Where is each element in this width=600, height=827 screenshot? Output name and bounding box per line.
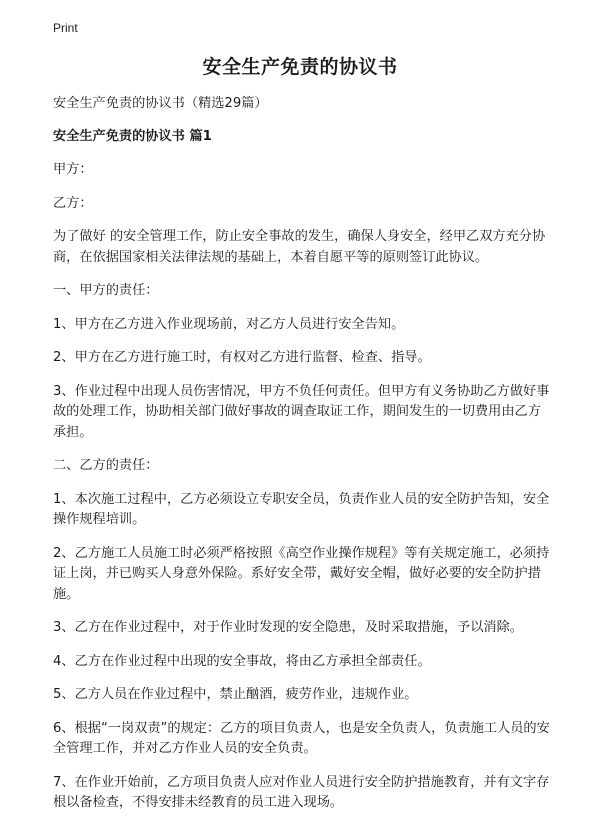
party-a-clause-3: 3、作业过程中出现人员伤害情况，甲方不负任何责任。但甲方有义务协助乙方做好事故的处理工作，协助相关部门做好事故的调查取证工作，期间发生的一切费用由乙方承担。 [53, 383, 550, 440]
party-b-clause-4: 4、乙方在作业过程中出现的安全事故，将由乙方承担全部责任。 [53, 653, 431, 669]
party-b-duties-heading: 二、乙方的责任： [53, 458, 159, 473]
party-a-line: 甲方： [53, 162, 93, 177]
party-b-line: 乙方： [53, 195, 93, 211]
party-b-clause-1: 1、本次施工过程中，乙方必须设立专职安全员，负责作业人员的安全防护告知，安全操作规程培训。 [53, 491, 550, 527]
print-link[interactable]: Print [53, 21, 78, 35]
party-b-clause-5: 5、乙方人员在作业过程中，禁止酗酒，疲劳作业，违规作业。 [53, 687, 418, 702]
document-subtitle: 安全生产免责的协议书（精选29篇） [53, 96, 268, 111]
party-a-clause-2: 2、甲方在乙方进行施工时，有权对乙方进行监督、检查、指导。 [53, 350, 431, 365]
party-b-clause-6: 6、根据“一岗双责”的规定：乙方的项目负责人，也是安全负责人，负责施工人员的安全管理工作，并对乙方作业人员的安全负责。 [53, 720, 550, 756]
party-a-clause-1: 1、甲方在乙方进入作业现场前，对乙方人员进行安全告知。 [53, 316, 405, 332]
document-body [53, 94, 553, 827]
party-a-duties-heading: 一、甲方的责任： [53, 283, 159, 298]
party-b-clause-3: 3、乙方在作业过程中，对于作业时发现的安全隐患，及时采取措施，予以消除。 [53, 620, 523, 635]
party-b-clause-2: 2、乙方施工人员施工时必须严格按照《高空作业操作规程》等有关规定施工，必须持证上岗，并已购买人身意外保险。系好安全带，戴好安全帽，做好必要的安全防护措施。 [53, 545, 550, 602]
section-heading: 安全生产免责的协议书 篇1 [53, 128, 212, 144]
party-b-clause-7: 7、在作业开始前，乙方项目负责人应对作业人员进行安全防护措施教育，并有文字存根以备检查，不得安排未经教育的员工进入现场。 [53, 774, 550, 810]
document-title: 安全生产免责的协议书 [202, 56, 398, 78]
preamble-paragraph: 为了做好 的安全管理工作，防止安全事故的发生，确保人身安全，经甲乙双方充分协商，在依据国家相关法律法规的基础上，本着自愿平等的原则签订此协议。 [53, 229, 546, 265]
